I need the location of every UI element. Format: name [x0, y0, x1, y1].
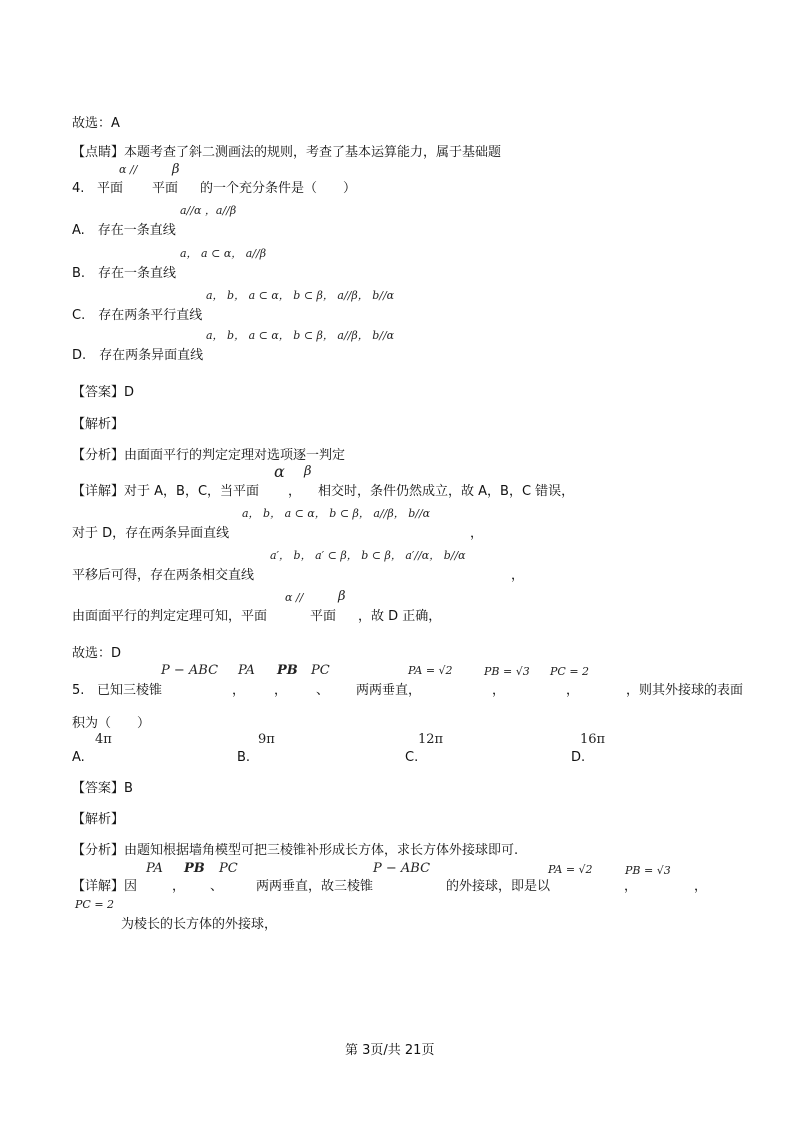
- q5-detail-1f: ，: [624, 879, 638, 894]
- q5-detail-1e: 的外接球，即是以: [446, 879, 551, 894]
- q5-option-a: A.: [72, 750, 85, 765]
- q5-option-a-value: 4π: [95, 732, 112, 747]
- formula-optB: a， a ⊂ α， a//β: [180, 247, 267, 260]
- formula-pb: PB: [277, 663, 298, 678]
- q4-stem-b: 平面: [152, 181, 179, 196]
- q5-detail-3: 为棱长的长方体的外接球，: [121, 917, 278, 932]
- formula-optD: a， b， a ⊂ α， b ⊂ β， a//β， b//α: [206, 329, 395, 342]
- q4-detail-4b: 平面: [310, 609, 337, 624]
- q5-stem-b: ，: [232, 683, 246, 698]
- q5-stem-d: 、: [316, 683, 330, 698]
- q5-option-b: B.: [237, 750, 251, 765]
- formula-pa: PA: [238, 663, 255, 678]
- formula-detail-pc-eq: PC = 2: [75, 898, 115, 911]
- q4-detail-1a: 【详解】对于 A，B，C，当平面: [72, 484, 260, 499]
- formula-detail-2: a， b， a ⊂ α， b ⊂ β， a//β， b//α: [242, 507, 431, 520]
- q5-stem-f: ，: [492, 683, 506, 698]
- q4-analysis: 【解析】: [72, 417, 125, 432]
- formula-optC: a， b， a ⊂ α， b ⊂ β， a//β， b//α: [206, 289, 395, 302]
- formula-detail-4-beta: β: [338, 589, 346, 604]
- q5-detail-1d: 两两垂直，故三棱锥: [256, 879, 374, 894]
- q4-choice: 故选：D: [72, 646, 122, 661]
- formula-beta: β: [172, 162, 180, 177]
- q4-detail-2: 对于 D，存在两条异面直线: [72, 526, 230, 541]
- q5-number: 5.: [72, 683, 85, 698]
- q4-option-d: D. 存在两条异面直线: [72, 348, 204, 363]
- q4-number: 4.: [72, 181, 85, 196]
- formula-detail-pc: PC: [219, 861, 238, 876]
- q5-option-c-value: 12π: [418, 732, 444, 747]
- formula-pc-eq: PC = 2: [550, 665, 590, 678]
- q5-option-d-value: 16π: [580, 732, 606, 747]
- q4-detail-1b: ，: [288, 484, 302, 499]
- q3-comment: 【点睛】本题考查了斜二测画法的规则，考查了基本运算能力，属于基础题: [72, 145, 502, 160]
- q5-option-b-value: 9π: [258, 732, 275, 747]
- formula-pa-eq: PA = √2: [408, 664, 453, 677]
- formula-pc: PC: [311, 663, 330, 678]
- formula-detail-4-alpha: α //: [285, 591, 304, 604]
- q4-option-b: B. 存在一条直线: [72, 266, 177, 281]
- q4-detail-1c: 相交时，条件仍然成立，故 A，B，C 错误，: [318, 484, 575, 499]
- q4-option-a: A. 存在一条直线: [72, 223, 176, 238]
- q4-stem-a: 平面: [97, 181, 124, 196]
- formula-detail-pb: PB: [184, 861, 205, 876]
- q5-detail-1c: 、: [210, 879, 224, 894]
- formula-detail-pabc: P − ABC: [373, 861, 431, 876]
- q4-answer: 【答案】D: [72, 385, 135, 400]
- formula-detail-pa: PA: [146, 861, 163, 876]
- q4-detail-3-end: ，: [511, 568, 525, 583]
- q5-detail-1g: ，: [694, 879, 708, 894]
- formula-pabc: P − ABC: [161, 663, 219, 678]
- q4-fenxi: 【分析】由面面平行的判定定理对选项逐一判定: [72, 448, 346, 463]
- q5-detail-1a: 【详解】因: [72, 879, 138, 894]
- q4-detail-4a: 由面面平行的判定定理可知，平面: [72, 609, 268, 624]
- page-footer: 第 3页/共 21页: [345, 1043, 435, 1058]
- q4-detail-4c: ，故 D 正确，: [358, 609, 442, 624]
- q5-fenxi: 【分析】由题知根据墙角模型可把三棱锥补形成长方体，求长方体外接球即可.: [72, 843, 519, 858]
- q5-option-d: D.: [571, 750, 586, 765]
- q5-analysis: 【解析】: [72, 812, 125, 827]
- q5-stem-line2: 积为（ ）: [72, 716, 151, 731]
- q5-stem-g: ，: [566, 683, 580, 698]
- q4-stem-c: 的一个充分条件是（ ）: [200, 181, 357, 196]
- formula-optA: a//α ，a//β: [180, 204, 237, 217]
- formula-detail-3: a′， b， a′ ⊂ β， b ⊂ β， a′//α， b//α: [270, 549, 466, 562]
- formula-beta-2: β: [304, 464, 312, 479]
- formula-alpha-parallel: α //: [119, 163, 138, 176]
- q5-option-c: C.: [405, 750, 419, 765]
- q4-option-c: C. 存在两条平行直线: [72, 308, 203, 323]
- formula-detail-pb-eq: PB = √3: [625, 864, 671, 877]
- q5-stem-h: ，则其外接球的表面: [626, 683, 744, 698]
- formula-pb-eq: PB = √3: [484, 665, 530, 678]
- q4-detail-2-end: ，: [470, 526, 484, 541]
- formula-alpha: α: [274, 462, 285, 481]
- q5-stem-e: 两两垂直，: [356, 683, 422, 698]
- q5-stem-a: 已知三棱锥: [97, 683, 163, 698]
- q3-choice: 故选：A: [72, 116, 120, 131]
- formula-detail-pa-eq: PA = √2: [548, 863, 593, 876]
- q4-detail-3: 平移后可得，存在两条相交直线: [72, 568, 255, 583]
- q5-answer: 【答案】B: [72, 781, 133, 796]
- q5-stem-c: ，: [274, 683, 288, 698]
- q5-detail-1b: ，: [172, 879, 186, 894]
